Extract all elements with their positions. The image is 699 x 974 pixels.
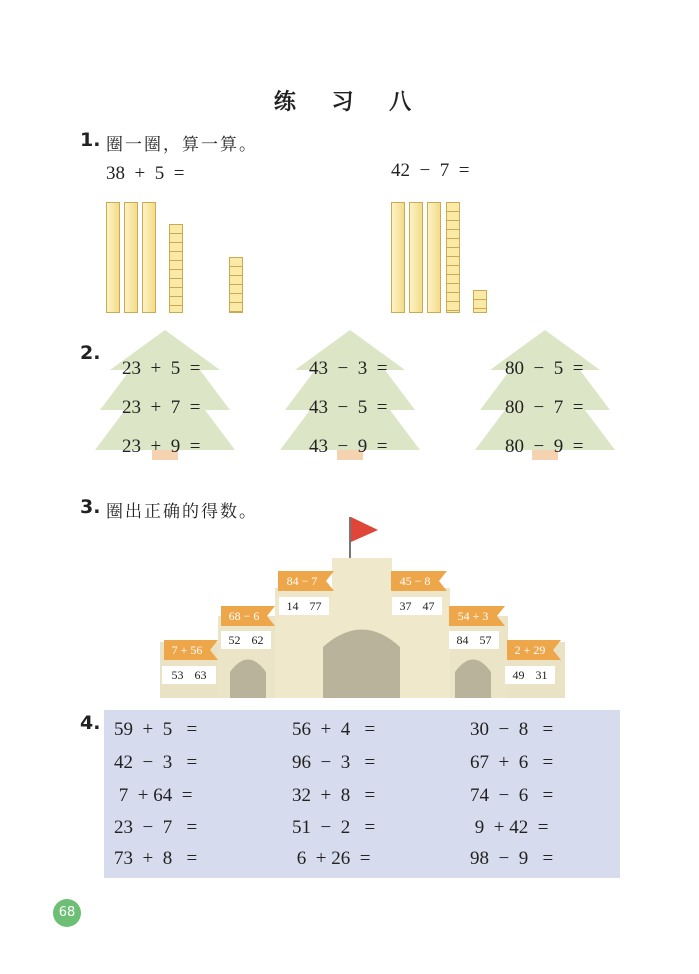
equation: 30 − 8 = [470, 719, 554, 740]
tree-3-equation: 80 − 7 = [505, 397, 584, 418]
ten-rod [409, 202, 423, 313]
equation: 51 − 2 = [292, 817, 376, 838]
question-3-number: 3. [80, 496, 101, 518]
answer-options[interactable]: 49 31 [505, 666, 555, 684]
tree-1-equation: 23 + 9 = [122, 436, 201, 457]
flag-expression: 68 − 6 [221, 606, 267, 626]
ten-rod [124, 202, 138, 313]
flag-expression: 2 + 29 [507, 640, 553, 660]
equation: 98 − 9 = [470, 848, 554, 869]
tree-1-equation: 23 + 5 = [122, 358, 201, 379]
tree-2-equation: 43 − 5 = [309, 397, 388, 418]
question-4-number: 4. [80, 712, 101, 734]
tree-3-equation: 80 − 5 = [505, 358, 584, 379]
answer-options[interactable]: 52 62 [221, 631, 271, 649]
page-title: 练 习 八 [273, 90, 426, 115]
ten-rod [427, 202, 441, 313]
ten-rod [106, 202, 120, 313]
tree-3-equation: 80 − 9 = [505, 436, 584, 457]
equation: 59 + 5 = [114, 719, 198, 740]
flag-expression: 84 − 7 [278, 571, 326, 591]
tree-2-equation: 43 − 9 = [309, 436, 388, 457]
equation: 32 + 8 = [292, 785, 376, 806]
flag-expression: 7 + 56 [164, 640, 210, 660]
question-1-instruction: 圈一圈，算一算。 [106, 135, 258, 155]
equation: 7 + 64 = [114, 785, 193, 806]
flag-expression: 45 − 8 [391, 571, 439, 591]
tree-2-equation: 43 − 3 = [309, 358, 388, 379]
question-1-number: 1. [80, 129, 101, 151]
equation: 96 − 3 = [292, 752, 376, 773]
question-1-left-equation: 38 + 5 = [106, 163, 185, 184]
flag-expression: 54 + 3 [449, 606, 497, 626]
unit-cube-stack[interactable] [229, 257, 243, 313]
equation: 6 + 26 = [292, 848, 371, 869]
answer-options[interactable]: 37 47 [392, 597, 442, 615]
equation: 42 − 3 = [114, 752, 198, 773]
answer-options[interactable]: 14 77 [279, 597, 329, 615]
unit-cube-stack[interactable] [446, 202, 460, 313]
equation: 74 − 6 = [470, 785, 554, 806]
page-number: 68 [53, 899, 81, 927]
castle-pennant [351, 517, 378, 542]
equation: 9 + 42 = [470, 817, 549, 838]
answer-options[interactable]: 84 57 [449, 631, 499, 649]
unit-cube-stack[interactable] [169, 224, 183, 313]
question-3-instruction: 圈出正确的得数。 [106, 502, 258, 522]
ten-rod [391, 202, 405, 313]
question-1-right-equation: 42 − 7 = [391, 160, 470, 181]
unit-cube-stack[interactable] [473, 290, 487, 313]
equation: 23 − 7 = [114, 817, 198, 838]
tree-1-equation: 23 + 7 = [122, 397, 201, 418]
equation: 67 + 6 = [470, 752, 554, 773]
answer-options[interactable]: 53 63 [162, 666, 216, 684]
equation: 73 + 8 = [114, 848, 198, 869]
equation: 56 + 4 = [292, 719, 376, 740]
ten-rod [142, 202, 156, 313]
question-2-number: 2. [80, 342, 101, 364]
